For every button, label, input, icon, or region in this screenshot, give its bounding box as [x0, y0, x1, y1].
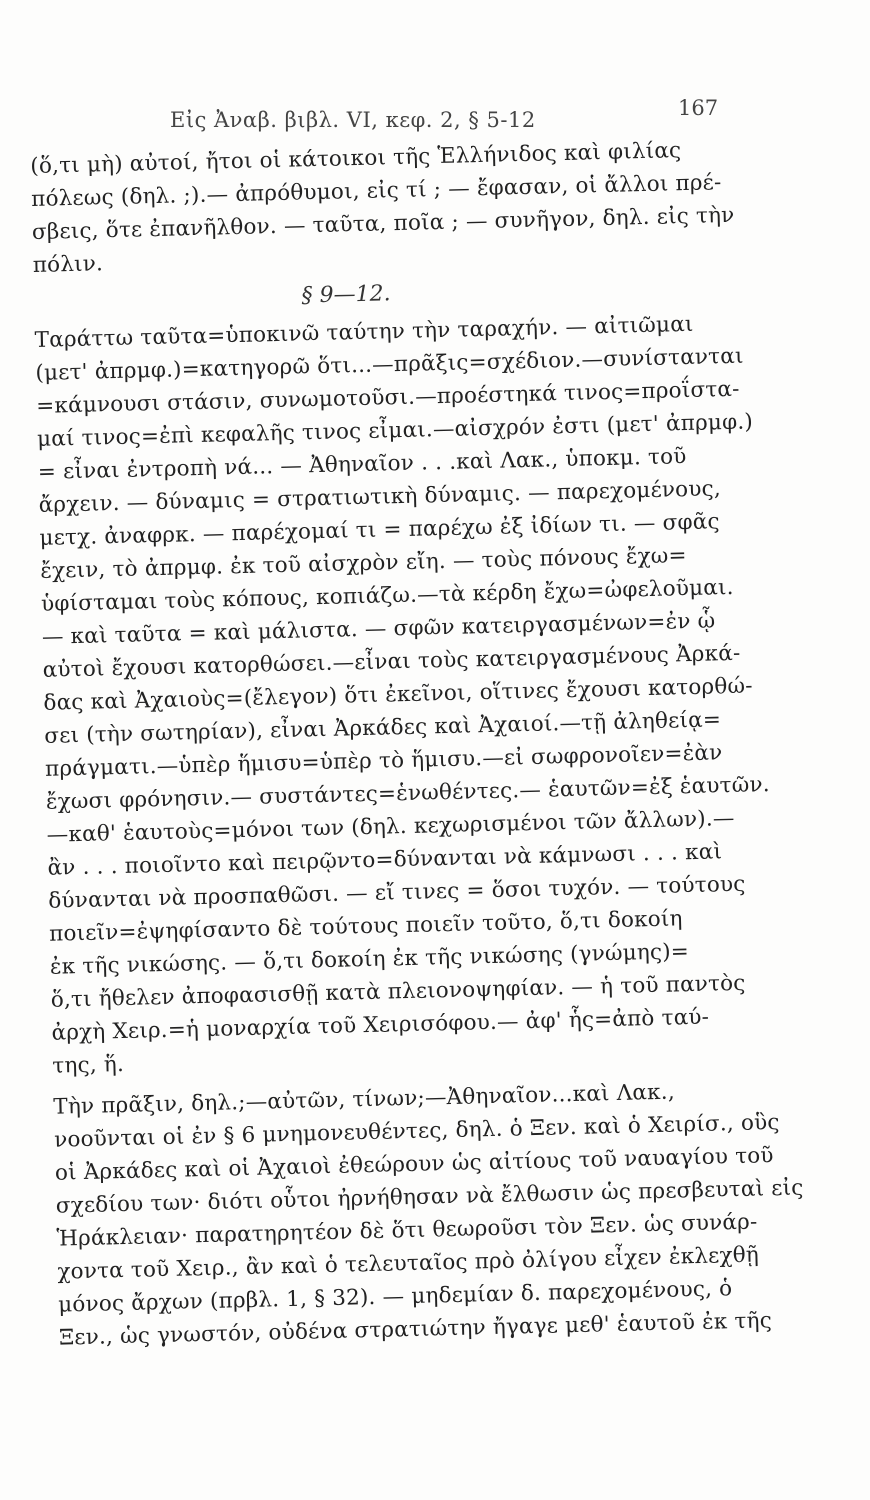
text-line: της, ἥ.: [52, 1051, 125, 1079]
paragraph-2: [34, 305, 842, 1083]
text-line: σει (τὴν σωτηρίαν), εἶναι Ἀρκάδες καὶ Ἀχαιοί.—τῇ ἀληθείᾳ=: [44, 707, 722, 749]
text-line: ὅ,τι ἤθελεν ἀποφασισθῇ κατὰ πλειονοψηφίαν. — ἡ τοῦ παντὸς: [50, 970, 746, 1013]
text-line: (μετ' ἀπρμφ.)=κατηγορῶ ὅτι...—πρᾶξις=σχέδιον.—συνίστανται: [35, 343, 744, 386]
text-line: μαί τινος=ἐπὶ κεφαλῆς τινος εἶμαι.—αἰσχρόν ἐστι (μετ' ἀπρμφ.): [36, 409, 754, 452]
paragraph-3: [53, 1071, 849, 1354]
text-line: σβεις, ὅτε ἐπανῆλθον. — ταῦτα, ποῖα ; — συνῆγον, δηλ. εἰς τὴν: [31, 202, 735, 245]
section-heading: § 9—12.: [301, 281, 391, 309]
text-line: Ἡράκλειαν· παρατηρητέον δὲ ὅτι θεωροῦσι τὸν Ξεν. ὡς συνάρ-: [56, 1209, 758, 1252]
text-line: ἐκ τῆς νικώσης. — ὅ,τι δοκοίη ἐκ τῆς νικώσης (γνώμης)=: [49, 939, 690, 980]
commentary-text-block: [30, 131, 849, 1355]
text-line: — καὶ ταῦτα = καὶ μάλιστα. — σφῶν κατειργασμένων=ἐν ᾧ: [41, 608, 716, 650]
text-line: δας καὶ Ἀχαιοὺς=(ἔλεγον) ὅτι ἐκεῖνοι, οἵτινες ἔχουσι κατορθώ-: [43, 673, 753, 716]
text-line: σχεδίου των· διότι οὗτοι ἠρνήθησαν νὰ ἔλθωσιν ὡς πρεσβευταὶ εἰς: [55, 1175, 804, 1219]
text-line: (ὅ,τι μὴ) αὐτοί, ἤτοι οἱ κάτοικοι τῆς Ἑλλήνιδος καὶ φιλίας: [30, 138, 682, 179]
text-line: πράγματι.—ὑπὲρ ἥμισυ=ὑπὲρ τὸ ἥμισυ.—εἰ σωφρονοῖεν=ἐὰν: [44, 740, 723, 782]
text-line: ποιεῖν=ἐψηφίσαντο δὲ τούτους ποιεῖν τοῦτο, ὅ,τι δοκοίη: [48, 906, 683, 947]
text-line: πόλεως (δηλ. ;).— ἀπρόθυμοι, εἰς τί ; — ἔφασαν, οἱ ἄλλοι πρέ-: [30, 170, 722, 212]
text-line: Τὴν πρᾶξιν, δηλ.;—αὐτῶν, τίνων;—Ἀθηναῖον...καὶ Λακ.,: [53, 1079, 676, 1120]
text-line: = εἶναι ἐντροπὴ νά... — Ἀθηναῖον . . .καὶ Λακ., ὑποκμ. τοῦ: [37, 444, 687, 485]
text-line: —καθ' ἑαυτοὺς=μόνοι των (δηλ. κεχωρισμένοι τῶν ἄλλων).—: [46, 805, 735, 848]
text-line: ὑφίσταμαι τοὺς κόπους, κοπιάζω.—τὰ κέρδη ἔχω=ὠφελοῦμαι.: [40, 574, 734, 617]
text-line: πόλιν.: [32, 251, 104, 278]
text-line: δύνανται νὰ προσπαθῶσι. — εἴ τινες = ὅσοι τυχόν. — τούτους: [48, 871, 746, 914]
text-line: μετχ. ἀναφρκ. — παρέχομαί τι = παρέχω ἐξ ἰδίων τι. — σφᾶς: [39, 509, 721, 551]
text-line: ἂν . . . ποιοῖντο καὶ πειρῷντο=δύνανται νὰ κάμνωσι . . . καὶ: [47, 839, 723, 881]
text-line: =κάμνουσι στάσιν, συνωμοτοῦσι.—προέστηκά τινος=προΐστα-: [35, 376, 740, 419]
text-line: οἱ Ἀρκάδες καὶ οἱ Ἀχαιοὶ ἐθεώρουν ὡς αἰτίους τοῦ ναυαγίου τοῦ: [54, 1143, 774, 1186]
paragraph-1: [30, 131, 823, 282]
running-head: Εἰς Ἀναβ. βιβλ. VI, κεφ. 2, § 5-12: [170, 108, 536, 132]
text-line: ἔχειν, τὸ ἀπρμφ. ἐκ τοῦ αἰσχρὸν εἴη. — τοὺς πόνους ἔχω=: [39, 543, 688, 584]
text-line: αὐτοὶ ἔχουσι κατορθώσει.—εἶναι τοὺς κατειργασμένους Ἀρκά-: [42, 640, 741, 683]
text-line: Ταράττω ταῦτα=ὑποκινῶ ταύτην τὴν ταραχήν. — αἰτιῶμαι: [34, 311, 694, 353]
text-line: μόνος ἄρχων (πρβλ. 1, § 32). — μηδεμίαν δ. παρεχομένους, ὁ: [57, 1276, 733, 1318]
text-line: ἀρχὴ Χειρ.=ἡ μοναρχία τοῦ Χειρισόφου.— ἀφ' ἧς=ἀπὸ ταύ-: [51, 1004, 710, 1046]
text-line: νοοῦνται οἱ ἐν § 6 μνημονευθέντες, δηλ. ὁ Ξεν. καὶ ὁ Χειρίσ., οὓς: [53, 1109, 780, 1153]
text-line: ἄρχειν. — δύναμις = στρατιωτικὴ δύναμις. — παρεχομένους,: [38, 476, 722, 518]
text-line: ἔχωσι φρόνησιν.— συστάντες=ἑνωθέντες.— ἑαυτῶν=ἐξ ἑαυτῶν.: [45, 772, 771, 815]
text-line: Ξεν., ὡς γνωστόν, οὐδένα στρατιώτην ἤγαγε μεθ' ἑαυτοῦ ἐκ τῆς: [58, 1308, 773, 1351]
text-line: χοντα τοῦ Χειρ., ἂν καὶ ὁ τελευταῖος πρὸ ὀλίγου εἶχεν ἐκλεχθῇ: [57, 1242, 760, 1285]
page-number: 167: [678, 96, 719, 120]
